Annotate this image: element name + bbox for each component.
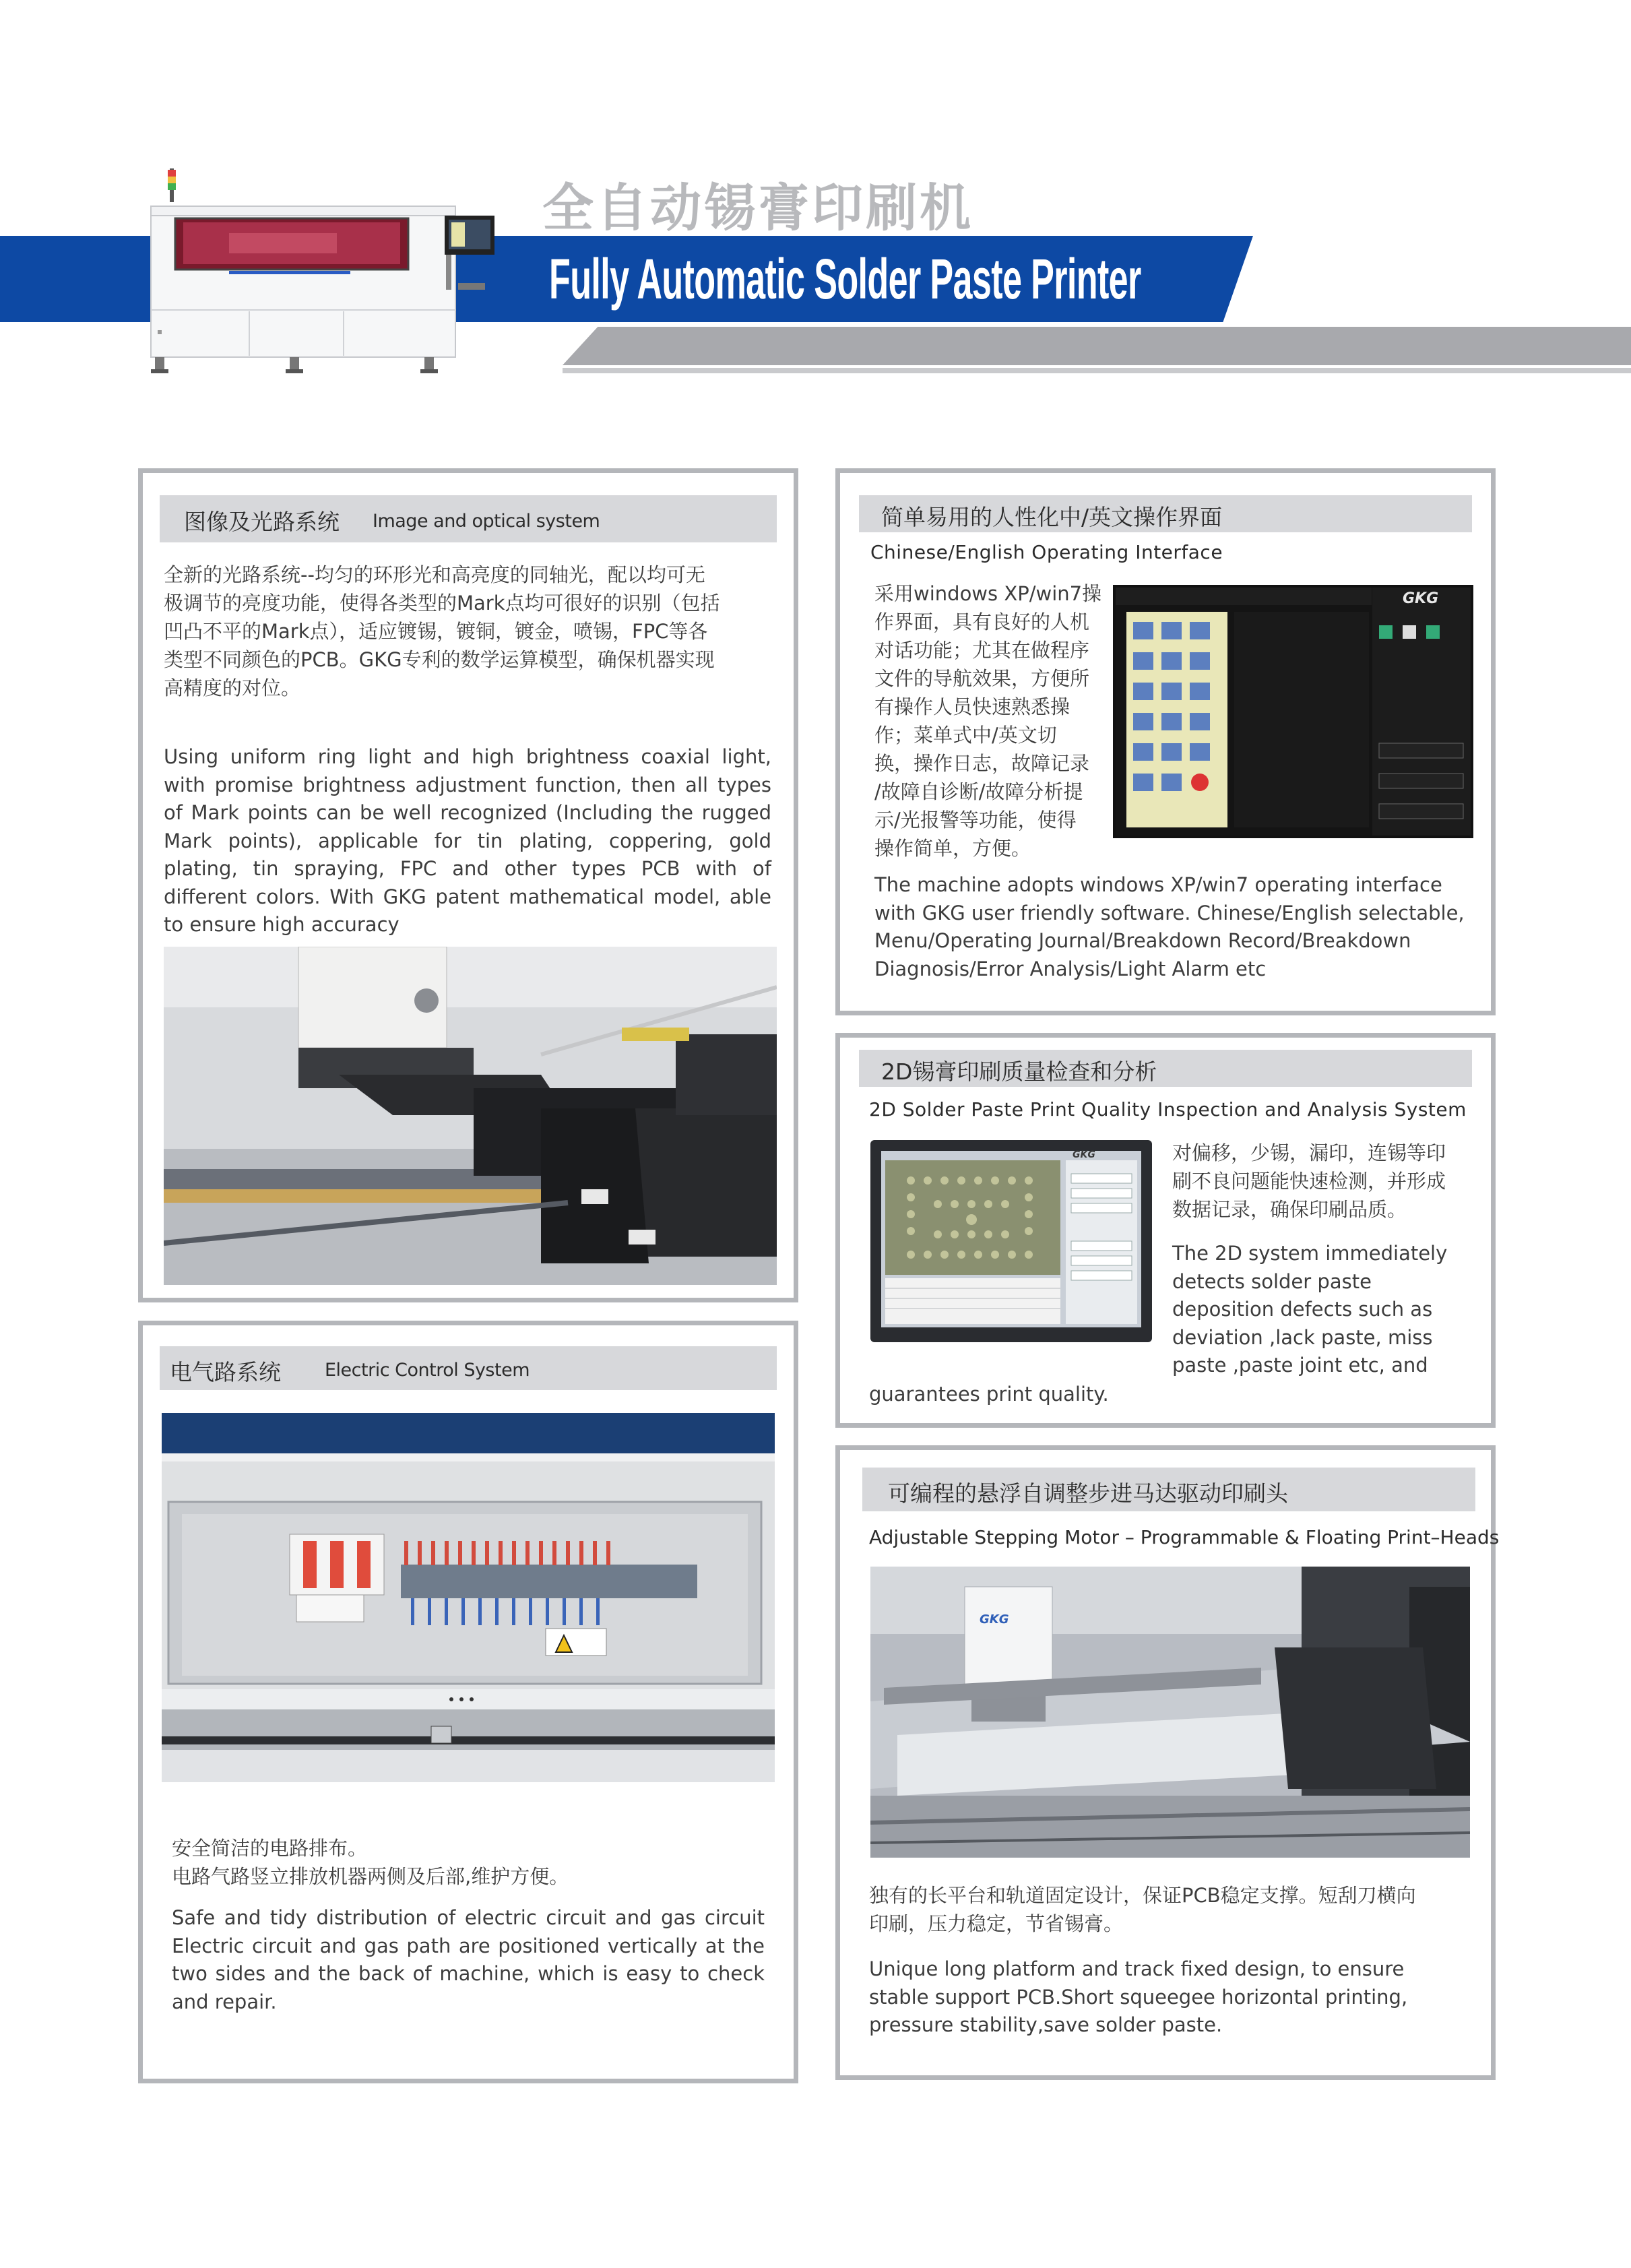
- header-gray-line: [563, 368, 1631, 373]
- inspection-body-en-tail: guarantees print quality.: [869, 1383, 1109, 1406]
- section-title-cn: 2D锡膏印刷质量检查和分析: [881, 1059, 1157, 1085]
- interface-cn-line: /故障自诊断/故障分析提: [874, 780, 1083, 803]
- inspection-cn-line: 数据记录，确保印刷品质。: [1172, 1198, 1407, 1221]
- section-subtitle-en: Adjustable Stepping Motor – Programmable & Floating Print–Heads: [869, 1526, 1500, 1548]
- interface-cn-line: 换，操作日志，故障记录: [874, 752, 1090, 775]
- interface-en-line: The machine adopts windows XP/win7 operating interface: [874, 873, 1442, 896]
- printer-machine-illustration: [141, 168, 499, 384]
- interface-cn-line: 采用windows XP/win7操: [874, 582, 1102, 605]
- interface-cn-line: 操作简单，方便。: [874, 837, 1031, 860]
- electric-cabinet-photo: [162, 1413, 775, 1782]
- optical-cn-line: 全新的光路系统--均匀的环形光和高亮度的同轴光，配以均可无: [164, 563, 705, 586]
- inspection-monitor-photo: [870, 1140, 1152, 1342]
- section-title-en: Image and optical system: [373, 511, 600, 532]
- inspection-en-line: paste ,paste joint etc, and: [1172, 1354, 1428, 1377]
- interface-body-cn: [874, 579, 1117, 862]
- interface-en-line: Diagnosis/Error Analysis/Light Alarm etc: [874, 957, 1267, 980]
- operating-interface-screenshot: [1113, 585, 1473, 838]
- stepping-body-cn: [869, 1881, 1475, 1938]
- inspection-en-line: deposition defects such as: [1172, 1298, 1433, 1321]
- optical-body-en: Using uniform ring light and high brightness coaxial light, with promise brightness adjustment function, then all types of Mark points can be well recognized (Including the rugged Mark points), applicable for tin plating, coppering, gold plating, tin spraying, FPC and other types PCB with of different colors. With GKG patent mathematical model, able to ensure high accuracy: [164, 745, 771, 936]
- print-head-photo: [870, 1567, 1470, 1858]
- stepping-cn-line: 印刷，压力稳定，节省锡膏。: [869, 1912, 1124, 1935]
- electric-body-en: Safe and tidy distribution of electric circuit and gas circuit Electric circuit and gas path are positioned vertically at the two sides and the back of machine, which is easy to check and repair.: [172, 1906, 765, 2013]
- interface-cn-line: 作界面，具有良好的人机: [874, 610, 1090, 633]
- gkg-logo: GKG: [1073, 1149, 1095, 1160]
- electric-cn-line: 电路气路竖立排放机器两侧及后部,维护方便。: [172, 1865, 569, 1888]
- interface-body-en: [874, 871, 1488, 983]
- optical-system-photo: [164, 947, 777, 1285]
- inspection-cn-line: 刷不良问题能快速检测，并形成: [1172, 1170, 1446, 1193]
- stepping-en-line: Unique long platform and track fixed design, to ensure: [869, 1957, 1405, 1980]
- stepping-en-line: stable support PCB.Short squeegee horizontal printing,: [869, 1985, 1408, 2009]
- inspection-cn-line: 对偏移，少锡，漏印，连锡等印: [1172, 1141, 1446, 1164]
- stepping-body-en: [869, 1955, 1475, 2040]
- optical-cn-line: 高精度的对位。: [164, 676, 301, 699]
- interface-cn-line: 有操作人员快速熟悉操: [874, 695, 1070, 718]
- optical-body-cn: [164, 561, 777, 702]
- electric-cn-line: 安全简洁的电路排布。: [172, 1837, 368, 1860]
- electric-body-cn: [172, 1834, 765, 1891]
- inspection-en-line: The 2D system immediately: [1172, 1242, 1448, 1265]
- inspection-body-cn: [1172, 1139, 1475, 1224]
- optical-cn-line: 类型不同颜色的PCB。GKG专利的数学运算模型，确保机器实现: [164, 648, 715, 671]
- section-title-cn: 图像及光路系统: [184, 509, 340, 535]
- section-title-cn: 简单易用的人性化中/英文操作界面: [881, 504, 1223, 530]
- gkg-logo: GKG: [980, 1612, 1009, 1627]
- stepping-cn-line: 独有的长平台和轨道固定设计，保证PCB稳定支撑。短刮刀横向: [869, 1884, 1416, 1907]
- page-title-en: Fully Automatic Solder Paste Printer: [549, 247, 1141, 311]
- section-subtitle-en: 2D Solder Paste Print Quality Inspection and Analysis System: [869, 1098, 1467, 1121]
- inspection-body-en: [1172, 1240, 1475, 1380]
- inspection-en-line: deviation ,lack paste, miss: [1172, 1325, 1433, 1349]
- interface-en-line: with GKG user friendly software. Chinese/English selectable,: [874, 901, 1465, 924]
- optical-cn-line: 凹凸不平的Mark点），适应镀锡，镀铜，镀金，喷锡，FPC等各: [164, 620, 708, 643]
- section-title-cn: 可编程的悬浮自调整步进马达驱动印刷头: [888, 1480, 1288, 1507]
- interface-cn-line: 文件的导航效果，方便所: [874, 667, 1090, 690]
- interface-cn-line: 示/光报警等功能，使得: [874, 809, 1077, 831]
- interface-en-line: Menu/Operating Journal/Breakdown Record/Breakdown: [874, 929, 1411, 952]
- section-title-en: Electric Control System: [325, 1360, 530, 1381]
- stepping-en-line: pressure stability,save solder paste.: [869, 2013, 1223, 2036]
- header-gray-stripe: [563, 327, 1631, 365]
- gkg-logo: GKG: [1403, 590, 1439, 607]
- optical-cn-line: 极调节的亮度功能，使得各类型的Mark点均可很好的识别（包括: [164, 592, 720, 615]
- interface-cn-line: 对话功能；尤其在做程序: [874, 639, 1090, 662]
- inspection-en-line: detects solder paste: [1172, 1269, 1372, 1293]
- section-title-cn: 电气路系统: [170, 1359, 281, 1385]
- page-title-cn: 全自动锡膏印刷机: [542, 178, 973, 238]
- section-subtitle-en: Chinese/English Operating Interface: [870, 541, 1223, 563]
- interface-cn-line: 作；菜单式中/英文切: [874, 724, 1057, 747]
